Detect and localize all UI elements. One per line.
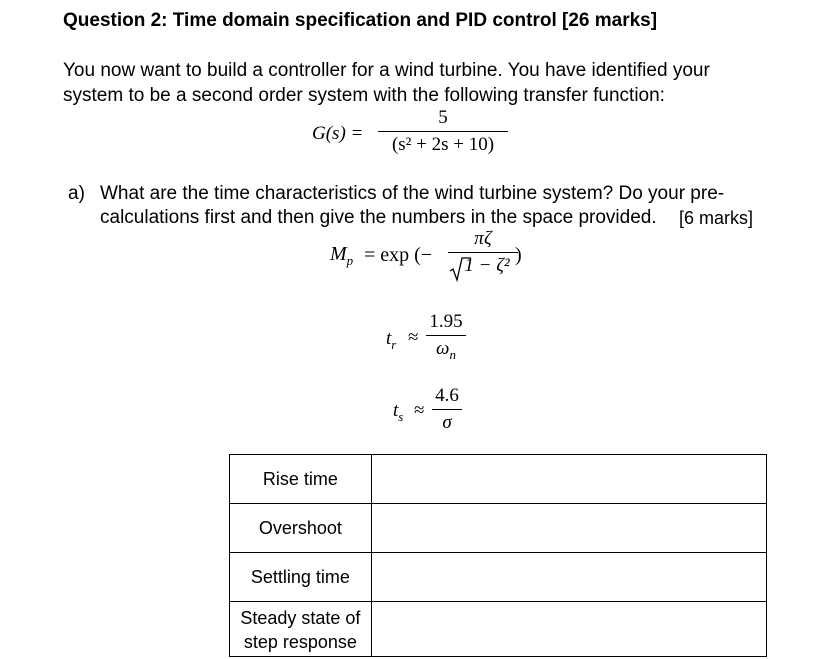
steady-state-label-line-2: step response [243, 631, 357, 652]
sqrt-icon [449, 256, 463, 282]
intro-line-2: system to be a second order system with the following transfer function: [63, 85, 665, 106]
fraction-bar [378, 131, 508, 132]
settling-time-denominator: σ [442, 412, 452, 433]
rise-time-answer-cell[interactable] [371, 455, 766, 504]
question-title: Question 2: Time domain specification and PID control [26 marks] [63, 10, 658, 31]
overshoot-denominator: 1 − ζ² [464, 255, 510, 276]
transfer-function-numerator: 5 [438, 107, 448, 128]
rise-time-denominator: $\omega_n$ [436, 338, 456, 362]
steady-state-label-line-1: Steady state of [240, 607, 361, 628]
part-a-line-1: What are the time characteristics of the wind turbine system? Do your pre- [100, 183, 725, 204]
table-row [230, 455, 767, 504]
overshoot-label: Overshoot [230, 504, 372, 553]
fraction-bar [432, 409, 462, 410]
mp-symbol: $M_p$ [330, 243, 354, 268]
tr-approx: ≈ [408, 327, 419, 348]
mp-equals-exp: = exp (− [364, 244, 433, 266]
tr-symbol: $t_r$ [386, 328, 397, 352]
transfer-function-lhs: G(s) = [312, 123, 364, 144]
settling-time-numerator: 4.6 [435, 385, 459, 406]
rise-time-fraction [426, 311, 466, 363]
steady-state-label [230, 602, 372, 657]
answer-table [229, 454, 767, 657]
intro-line-1: You now want to build a controller for a wind turbine. You have identified your [63, 60, 710, 81]
part-a-line-2: calculations first and then give the numbers in the space provided. [100, 207, 657, 228]
settling-time-label: Settling time [230, 553, 372, 602]
table-row [230, 504, 767, 553]
transfer-function-denominator: (s² + 2s + 10) [391, 134, 495, 155]
table-row [230, 602, 767, 657]
overshoot-close-paren: ) [515, 244, 522, 266]
overshoot-answer-cell[interactable] [371, 504, 766, 553]
rise-time-numerator: 1.95 [429, 311, 463, 332]
steady-state-answer-cell[interactable] [371, 602, 766, 657]
transfer-function-fraction [378, 107, 508, 156]
overshoot-numerator: πζ [474, 228, 492, 249]
part-a-marks: [6 marks] [679, 208, 754, 228]
settling-time-fraction [432, 385, 462, 434]
ts-symbol: $t_s$ [393, 400, 404, 424]
rise-time-label: Rise time [230, 455, 372, 504]
fraction-bar [426, 335, 466, 336]
settling-time-answer-cell[interactable] [371, 553, 766, 602]
fraction-bar [448, 252, 518, 253]
ts-approx: ≈ [414, 400, 425, 421]
table-row [230, 553, 767, 602]
part-a-label: a) [68, 183, 85, 204]
